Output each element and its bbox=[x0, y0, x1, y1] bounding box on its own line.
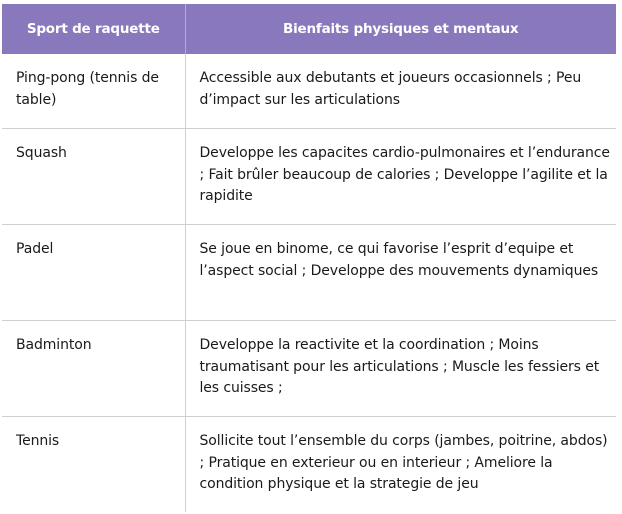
racket-sports-table-container bbox=[2, 4, 616, 512]
sport-benefits: Accessible aux debutants et joueurs occasionnels ; Peu d’impact sur les articulations bbox=[185, 54, 616, 129]
sport-name: Padel bbox=[2, 225, 185, 321]
sport-benefits: Developpe la reactivite et la coordination ; Moins traumatisant pour les articulations ; Muscle les fessiers et les cuisses ; bbox=[185, 321, 616, 417]
sport-name: Badminton bbox=[2, 321, 185, 417]
table-header bbox=[2, 4, 616, 54]
header-row bbox=[2, 4, 616, 54]
table-row bbox=[2, 417, 616, 513]
header-sport: Sport de raquette bbox=[2, 4, 185, 54]
sport-benefits: Developpe les capacites cardio-pulmonaires et l’endurance ; Fait brûler beaucoup de calories ; Developpe l’agilite et la rapidite bbox=[185, 129, 616, 225]
table-row bbox=[2, 54, 616, 129]
table-row bbox=[2, 321, 616, 417]
sport-benefits: Sollicite tout l’ensemble du corps (jambes, poitrine, abdos) ; Pratique en exterieur ou en interieur ; Ameliore la condition physique et la strategie de jeu bbox=[199, 433, 608, 492]
header-benefits: Bienfaits physiques et mentaux bbox=[185, 4, 616, 54]
sport-name: Tennis bbox=[2, 417, 185, 513]
racket-sports-table bbox=[2, 4, 616, 512]
table-row bbox=[2, 129, 616, 225]
table-body bbox=[2, 54, 616, 512]
sport-name: Ping-pong (tennis de table) bbox=[2, 54, 185, 129]
table-row bbox=[2, 225, 616, 321]
sport-name: Squash bbox=[2, 129, 185, 225]
sport-benefits: Se joue en binome, ce qui favorise l’esprit d’equipe et l’aspect social ; Developpe des mouvements dynamiques bbox=[185, 225, 616, 321]
